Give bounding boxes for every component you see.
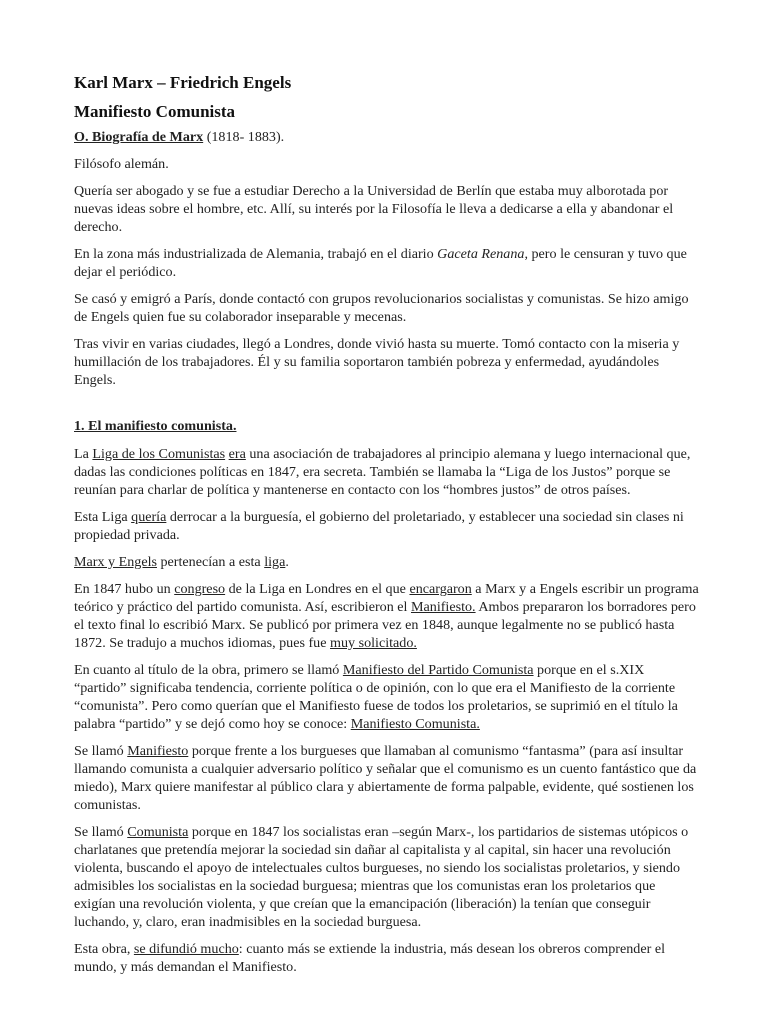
- bio-paragraph-2: Quería ser abogado y se fue a estudiar Derecho a la Universidad de Berlín que estaba muy alborotada por nuevas ideas sobre el hombre, etc. Allí, su interés por la Filosofía le lleva a dedicarse a ella y abandonar el derecho.: [74, 183, 674, 235]
- bio-heading-line: [74, 128, 700, 146]
- section-1-paragraph-1: [74, 445, 700, 499]
- section-1-paragraph-3: [74, 553, 700, 571]
- underlined-term: Comunista: [127, 824, 189, 840]
- underlined-term: era: [228, 446, 246, 462]
- section-1-paragraph-2: [74, 508, 700, 544]
- text-run: porque frente a los burgueses que llamaban al comunismo “fantasma” (para así insultar llamando comunista a cualquier adversario político y señalar que el comunismo es un cuento fantástico que da miedo), Marx quiere manifestar al público clara y abiertamente de forma palpable, evidente, qué sostienen los comunistas.: [74, 743, 697, 813]
- text-run: una asociación de trabajadores al principio alemana y luego internacional que, dadas las condiciones políticas en 1847, era secreta. También se llamaba la “Liga de los Justos” porque se reunían para charlar de política y mantenerse en contacto con los “hombres justos” de otros países.: [74, 446, 691, 498]
- text-run: de la Liga en Londres en el que: [225, 581, 410, 597]
- section-1-paragraph-5: [74, 661, 700, 733]
- underlined-term: Liga de los Comunistas: [92, 446, 226, 462]
- bio-paragraph-5: Tras vivir en varias ciudades, llegó a Londres, donde vivió hasta su muerte. Tomó contacto con la miseria y humillación de los trabajadores. Él y su familia soportaron también pobreza y enfermedad, ayudándoles Engels.: [74, 336, 680, 388]
- text-run: pertenecían a esta: [156, 554, 265, 570]
- bio-paragraph-4: Se casó y emigró a París, donde contactó con grupos revolucionarios socialistas y comunistas. Se hizo amigo de Engels quien fue su colaborador inseparable y mecenas.: [74, 291, 689, 325]
- bio-paragraph-1: Filósofo alemán.: [74, 156, 169, 172]
- text-run: En cuanto al título de la obra, primero se llamó: [74, 662, 343, 678]
- text-run: porque en el s.XIX “partido” significaba tendencia, corriente política o de opinión, con lo que era el Manifiesto de la corriente “comunista”. Pero como querían que el Manifiesto fuese de todos los proletarios, se suprimió en el título la palabra “partido” y se dejó como hoy se conoce:: [74, 662, 678, 732]
- text-run: Se llamó: [74, 743, 128, 759]
- underlined-term: quería: [131, 509, 167, 525]
- text-run: Esta obra,: [74, 941, 134, 957]
- section-1-paragraph-6: [74, 742, 700, 814]
- text-run: En la zona más industrializada de Alemania, trabajó en el diario: [74, 246, 438, 262]
- gaceta-renana-italic: Gaceta Renana: [437, 246, 525, 262]
- text-run: , pero le censuran y tuvo que dejar el periódico.: [74, 246, 687, 280]
- underlined-term: congreso: [174, 581, 226, 597]
- underlined-term: muy solicitado.: [330, 635, 417, 651]
- document-page: [74, 72, 700, 985]
- section-1-paragraph-4: [74, 580, 700, 652]
- section-1-heading: 1. El manifiesto comunista.: [74, 418, 237, 434]
- underlined-term: liga: [264, 554, 286, 570]
- text-run: derrocar a la burguesía, el gobierno del proletariado, y establecer una sociedad sin clases ni propiedad privada.: [74, 509, 684, 543]
- text-run: Se llamó: [74, 824, 128, 840]
- document-author: Karl Marx – Friedrich Engels: [74, 73, 292, 92]
- underlined-term: Manifiesto: [127, 743, 189, 759]
- text-run: La: [74, 446, 93, 462]
- text-run: Ambos prepararon los borradores pero el texto final lo escribió Marx. Se publicó por primera vez en 1848, aunque legalmente no se publicó hasta 1872. Se tradujo a muchos idiomas, pues fue: [74, 599, 696, 651]
- text-run: a Marx y a Engels escribir un programa teórico y práctico del partido comunista. Así, escribieron el: [74, 581, 699, 615]
- section-1-paragraph-7: [74, 823, 700, 931]
- section-1-heading-line: [74, 417, 700, 435]
- bio-heading: O. Biografía de Marx: [74, 129, 204, 145]
- bio-years: (1818- 1883).: [203, 129, 285, 145]
- text-run: .: [285, 554, 289, 570]
- text-run: En 1847 hubo un: [74, 581, 175, 597]
- underlined-term: Manifiesto.: [410, 599, 476, 615]
- text-run: Esta Liga: [74, 509, 132, 525]
- document-title: Manifiesto Comunista: [74, 102, 236, 121]
- text-run: porque en 1847 los socialistas eran –según Marx-, los partidarios de sistemas utópicos o charlatanes que pretendía mejorar la sociedad sin dañar al capitalista y al capital, sin hacer una revolución violenta, buscando el apoyo de intelectuales cultos burgueses, no siendo los socialistas proletarios, y siendo admisibles los socialistas en la sociedad burguesa; mientras que los comunistas eran los proletarios que exigían una revolución violenta, y que creían que la emancipación (liberación) la tenían que conseguir luchando, y, claro, eran inadmisibles en la sociedad burguesa.: [74, 824, 689, 930]
- underlined-term: encargaron: [409, 581, 472, 597]
- underlined-term: Manifiesto del Partido Comunista: [342, 662, 534, 678]
- bio-paragraph-3: [74, 245, 700, 281]
- underlined-term: se difundió mucho: [133, 941, 239, 957]
- underlined-term: Manifiesto Comunista.: [350, 716, 480, 732]
- underlined-term: Marx y Engels: [74, 554, 157, 570]
- section-1-paragraph-8: [74, 940, 700, 976]
- text-run: : cuanto más se extiende la industria, más desean los obreros comprender el mundo, y más demandan el Manifiesto.: [74, 941, 665, 975]
